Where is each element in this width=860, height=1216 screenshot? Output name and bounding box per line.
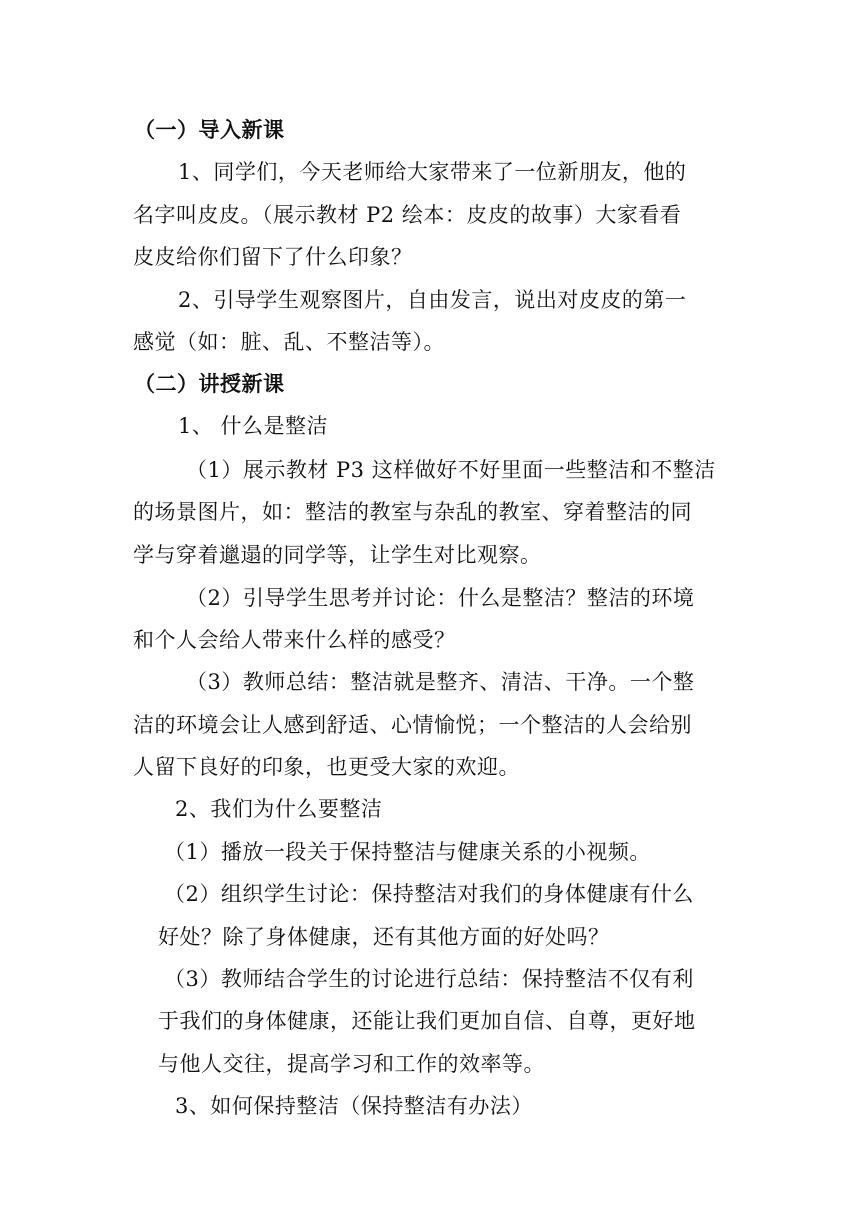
paragraph-line: 洁的环境会让人感到舒适、心情愉悦；一个整洁的人会给别 <box>133 713 692 737</box>
subheading-line: 1、 什么是整洁 <box>178 414 329 438</box>
paragraph-line: 好处？除了身体健康，还有其他方面的好处吗？ <box>158 925 610 949</box>
paragraph-line: 与他人交往，提高学习和工作的效率等。 <box>158 1052 545 1076</box>
subheading-line: 2、我们为什么要整洁 <box>175 797 383 821</box>
paragraph-line: 皮皮给你们留下了什么印象？ <box>133 245 413 269</box>
section-heading-intro: （一）导入新课 <box>134 117 285 142</box>
paragraph-line: 名字叫皮皮。（展示教材 P2 绘本：皮皮的故事）大家看看 <box>133 203 682 227</box>
paragraph-line: 1、同学们，今天老师给大家带来了一位新朋友，他的 <box>178 160 687 184</box>
paragraph-line: 感觉（如：脏、乱、不整洁等）。 <box>133 330 445 354</box>
paragraph-line: （2）引导学生思考并讨论：什么是整洁？整洁的环境 <box>186 586 695 610</box>
paragraph-line: 人留下良好的印象，也更受大家的欢迎。 <box>133 755 520 779</box>
paragraph-line: （1）展示教材 P3 这样做好不好里面一些整洁和不整洁 <box>186 458 716 482</box>
paragraph-line: 的场景图片，如：整洁的教室与杂乱的教室、穿着整洁的同 <box>133 500 692 524</box>
section-heading-lecture: （二）讲授新课 <box>134 371 285 396</box>
paragraph-line: 2、引导学生观察图片，自由发言，说出对皮皮的第一 <box>178 288 687 312</box>
paragraph-line: （2）组织学生讨论：保持整洁对我们的身体健康有什么 <box>164 882 694 906</box>
paragraph-line: （1）播放一段关于保持整洁与健康关系的小视频。 <box>164 840 651 864</box>
paragraph-line: 和个人会给人带来什么样的感受？ <box>133 628 456 652</box>
paragraph-line: （3）教师总结：整洁就是整齐、清洁、干净。一个整 <box>186 670 695 694</box>
paragraph-line: 学与穿着邋遢的同学等，让学生对比观察。 <box>133 543 542 567</box>
paragraph-line: 于我们的身体健康，还能让我们更加自信、自尊，更好地 <box>158 1009 696 1033</box>
paragraph-line: （3）教师结合学生的讨论进行总结：保持整洁不仅有利 <box>164 967 694 991</box>
subheading-line: 3、如何保持整洁（保持整洁有办法） <box>175 1094 533 1118</box>
